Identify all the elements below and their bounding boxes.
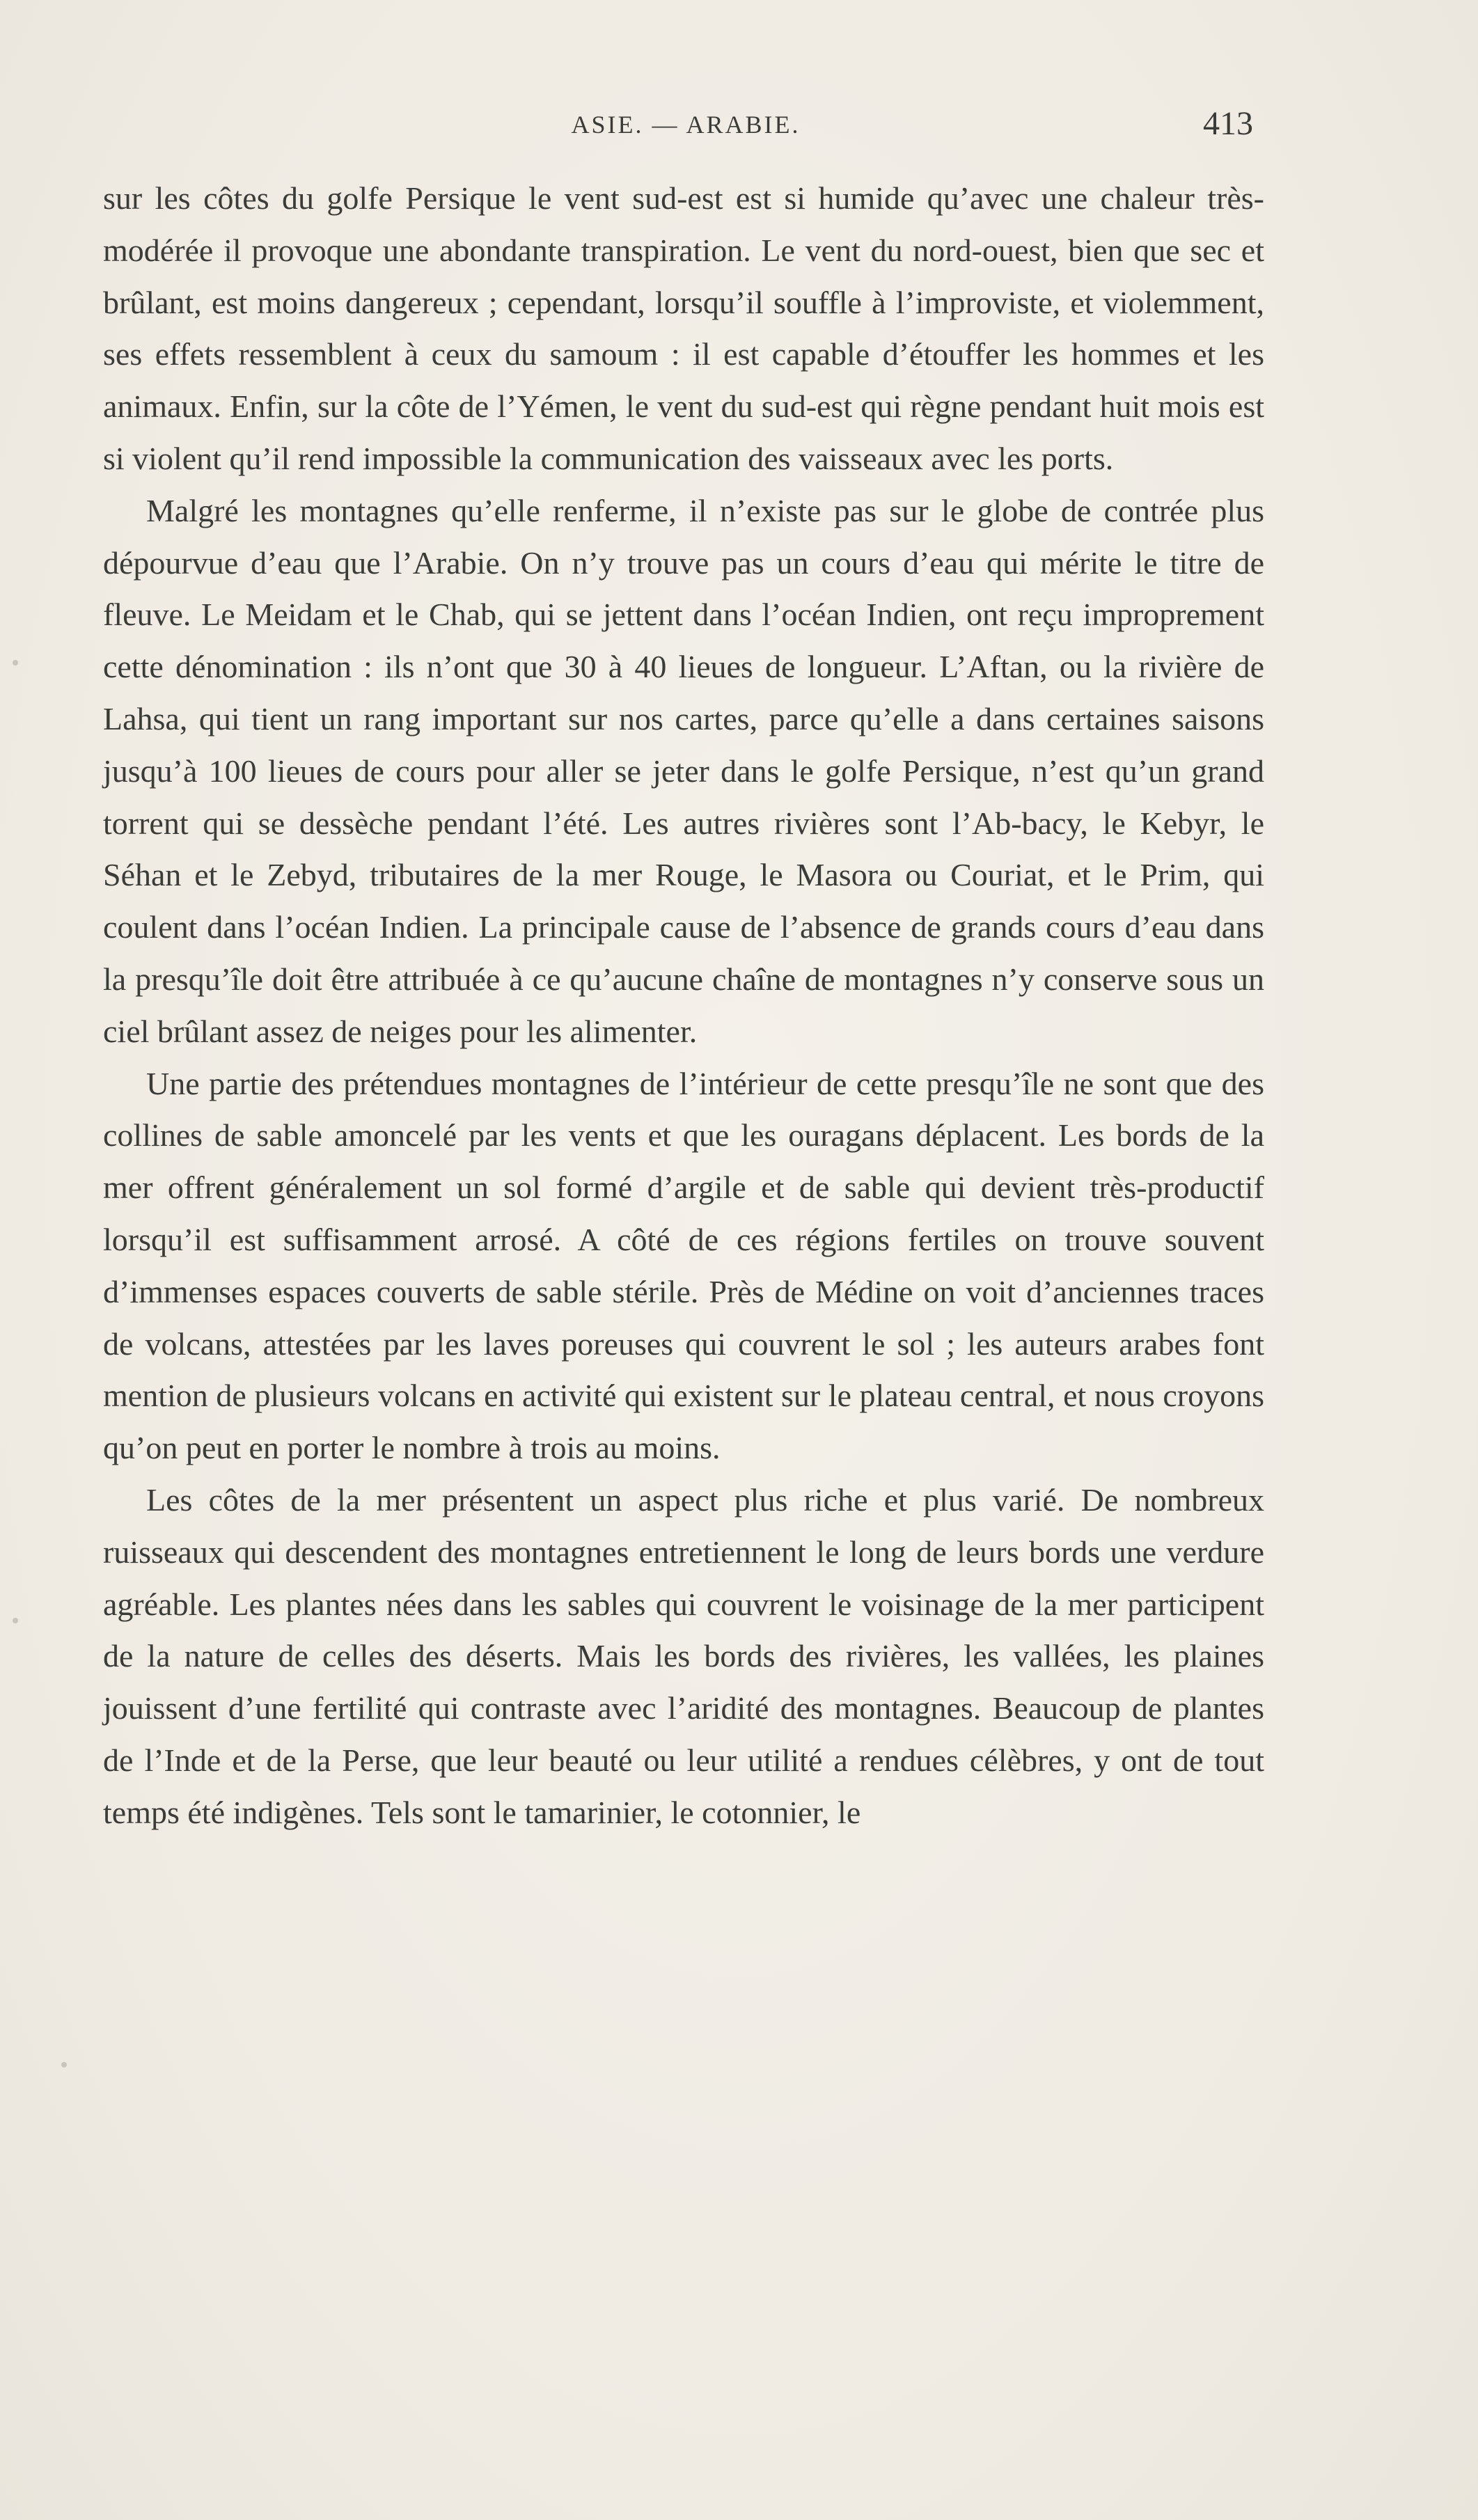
running-title: ASIE. — ARABIE.	[571, 111, 801, 139]
paper-speck	[13, 1618, 18, 1623]
paper-speck	[61, 2062, 67, 2068]
running-head	[104, 104, 1267, 146]
paragraph-2: Malgré les montagnes qu’elle renferme, il n’existe pas sur le globe de contrée plus dépourvue d’eau que l’Arabie. On n’y trouve pas un cours d’eau qui mérite le titre de fleuve. Le Meidam et le Chab, qui se jettent dans l’océan Indien, ont reçu improprement cette dénomination : ils n’ont que 30 à 40 lieues de longueur. L’Aftan, ou la rivière de Lahsa, qui tient un rang important sur nos cartes, parce qu’elle a dans certaines saisons jusqu’à 100 lieues de cours pour aller se jeter dans le golfe Persique, n’est qu’un grand torrent qui se dessèche pendant l’été. Les autres rivières sont l’Ab-bacy, le Kebyr, le Séhan et le Zebyd, tributaires de la mer Rouge, le Masora ou Couriat, et le Prim, qui coulent dans l’océan Indien. La principale cause de l’absence de grands cours d’eau dans la presqu’île doit être attribuée à ce qu’aucune chaîne de montagnes n’y conserve sous un ciel brûlant assez de neiges pour les alimenter.	[103, 492, 1264, 1049]
body-text	[103, 173, 1264, 1839]
page-number: 413	[1203, 105, 1253, 142]
paper-speck	[13, 660, 18, 666]
paragraph-3: Une partie des prétendues montagnes de l’intérieur de cette presqu’île ne sont que des collines de sable amoncelé par les vents et que les ouragans déplacent. Les bords de la mer offrent généralement un sol formé d’argile et de sable qui devient très-productif lorsqu’il est suffisamment arrosé. A côté de ces régions fertiles on trouve souvent d’immenses espaces couverts de sable stérile. Près de Médine on voit d’anciennes traces de volcans, attestées par les laves poreuses qui couvrent le sol ; les auteurs arabes font mention de plusieurs volcans en activité qui existent sur le plateau central, et nous croyons qu’on peut en porter le nombre à trois au moins.	[103, 1065, 1264, 1466]
paragraph-4: Les côtes de la mer présentent un aspect plus riche et plus varié. De nombreux ruisseaux qui descendent des montagnes entretiennent le long de leurs bords une verdure agréable. Les plantes nées dans les sables qui couvrent le voisinage de la mer participent de la nature de celles des déserts. Mais les bords des rivières, les vallées, les plaines jouissent d’une fertilité qui contraste avec l’aridité des montagnes. Beaucoup de plantes de l’Inde et de la Perse, que leur beauté ou leur utilité a rendues célèbres, y ont de tout temps été indigènes. Tels sont le tamarinier, le cotonnier, le	[103, 1481, 1264, 1830]
paragraph-1: sur les côtes du golfe Persique le vent sud-est est si humide qu’avec une chaleur très-modérée il provoque une abondante transpiration. Le vent du nord-ouest, bien que sec et brûlant, est moins dangereux ; cependant, lorsqu’il souffle à l’improviste, et violemment, ses effets ressemblent à ceux du samoum : il est capable d’étouffer les hommes et les animaux. Enfin, sur la côte de l’Yémen, le vent du sud-est qui règne pendant huit mois est si violent qu’il rend impossible la communication des vaisseaux avec les ports.	[103, 180, 1264, 476]
